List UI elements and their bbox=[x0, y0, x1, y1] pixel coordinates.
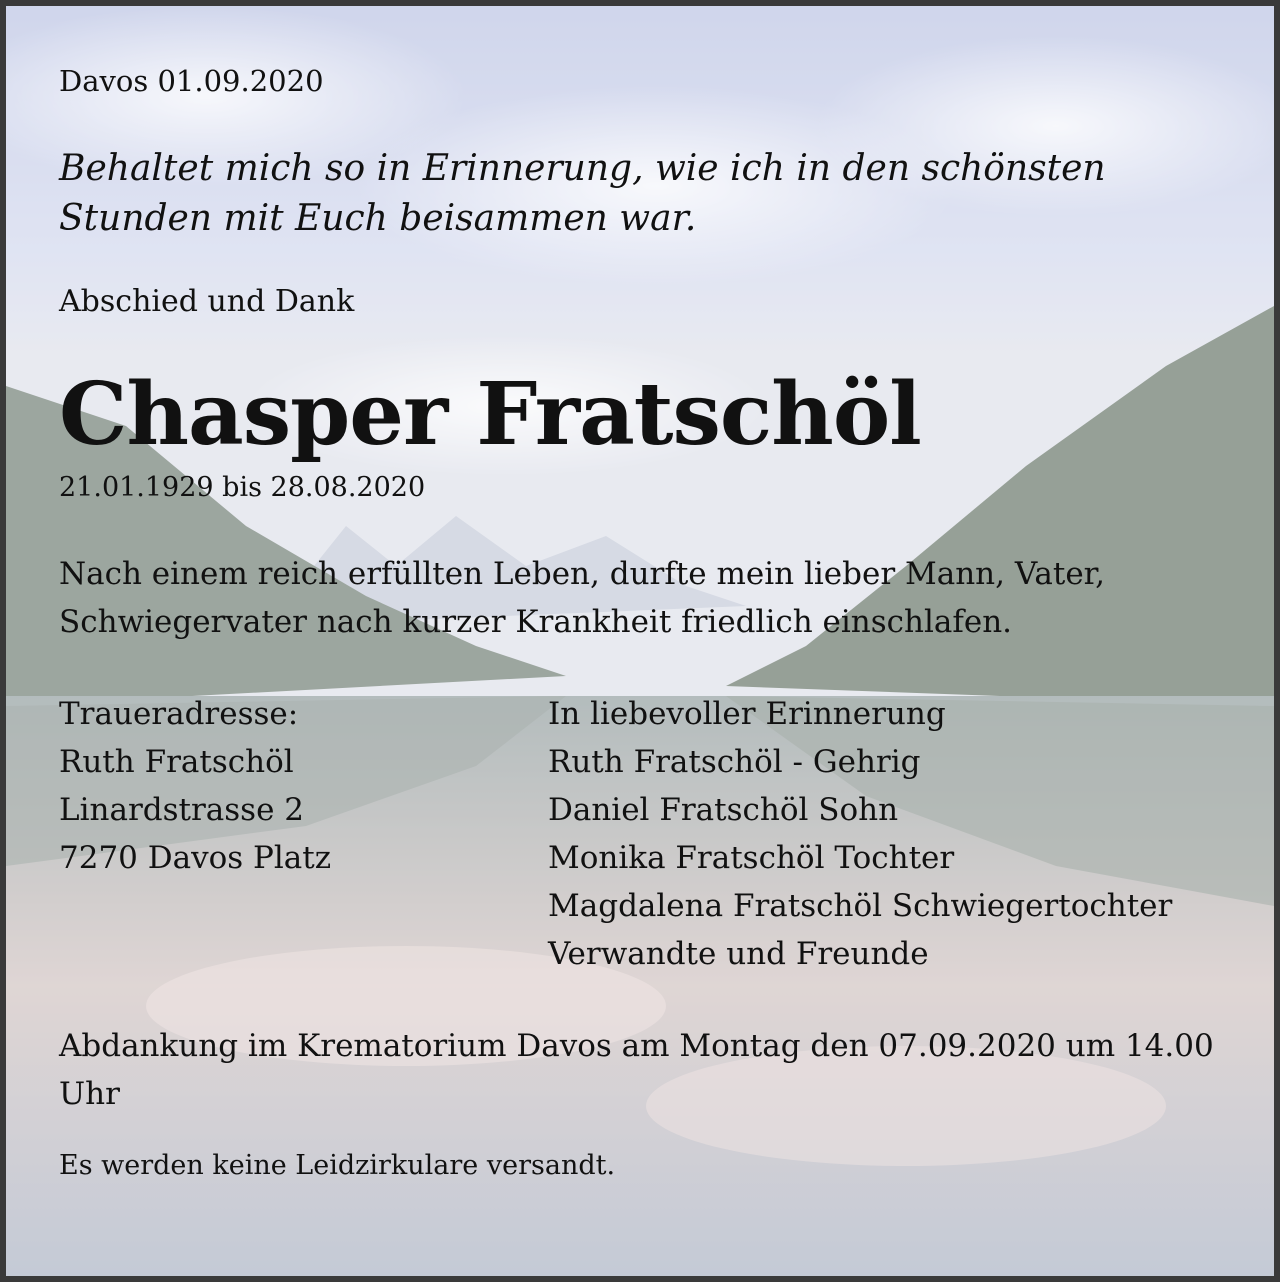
motto-line: Stunden mit Euch beisammen war. bbox=[59, 198, 697, 239]
obituary-message bbox=[59, 550, 1189, 646]
address-line: Linardstrasse 2 bbox=[59, 792, 305, 828]
mourner-line: Monika Fratschöl Tochter bbox=[548, 840, 955, 876]
place-date: Davos 01.09.2020 bbox=[59, 64, 324, 98]
address-line: 7270 Davos Platz bbox=[59, 840, 332, 876]
ceremony-info bbox=[59, 1022, 1214, 1118]
mourner-line: Ruth Fratschöl - Gehrig bbox=[548, 744, 921, 780]
obituary-content bbox=[6, 6, 1274, 1276]
message-line: Schwiegervater nach kurzer Krankheit friedlich einschlafen. bbox=[59, 604, 1013, 640]
motto-line: Behaltet mich so in Erinnerung, wie ich in den schönsten bbox=[59, 148, 1106, 189]
mourner-line: In liebevoller Erinnerung bbox=[548, 696, 946, 732]
message-line: Nach einem reich erfüllten Leben, durfte mein lieber Mann, Vater, bbox=[59, 556, 1105, 592]
address-line: Traueradresse: bbox=[59, 696, 299, 732]
motto-quote bbox=[59, 144, 1106, 244]
life-dates: 21.01.1929 bis 28.08.2020 bbox=[59, 472, 426, 503]
deceased-name: Chasper Fratschöl bbox=[59, 364, 921, 465]
mourning-address bbox=[59, 690, 331, 882]
ceremony-line: Uhr bbox=[59, 1076, 120, 1112]
mourner-line: Verwandte und Freunde bbox=[548, 936, 929, 972]
footer-note: Es werden keine Leidzirkulare versandt. bbox=[59, 1150, 616, 1181]
mourner-line: Magdalena Fratschöl Schwiegertochter bbox=[548, 888, 1173, 924]
ceremony-line: Abdankung im Krematorium Davos am Montag den 07.09.2020 um 14.00 bbox=[59, 1028, 1214, 1064]
intro-heading: Abschied und Dank bbox=[59, 284, 355, 319]
mourner-line: Daniel Fratschöl Sohn bbox=[548, 792, 899, 828]
mourners-list bbox=[548, 690, 1172, 978]
address-line: Ruth Fratschöl bbox=[59, 744, 294, 780]
